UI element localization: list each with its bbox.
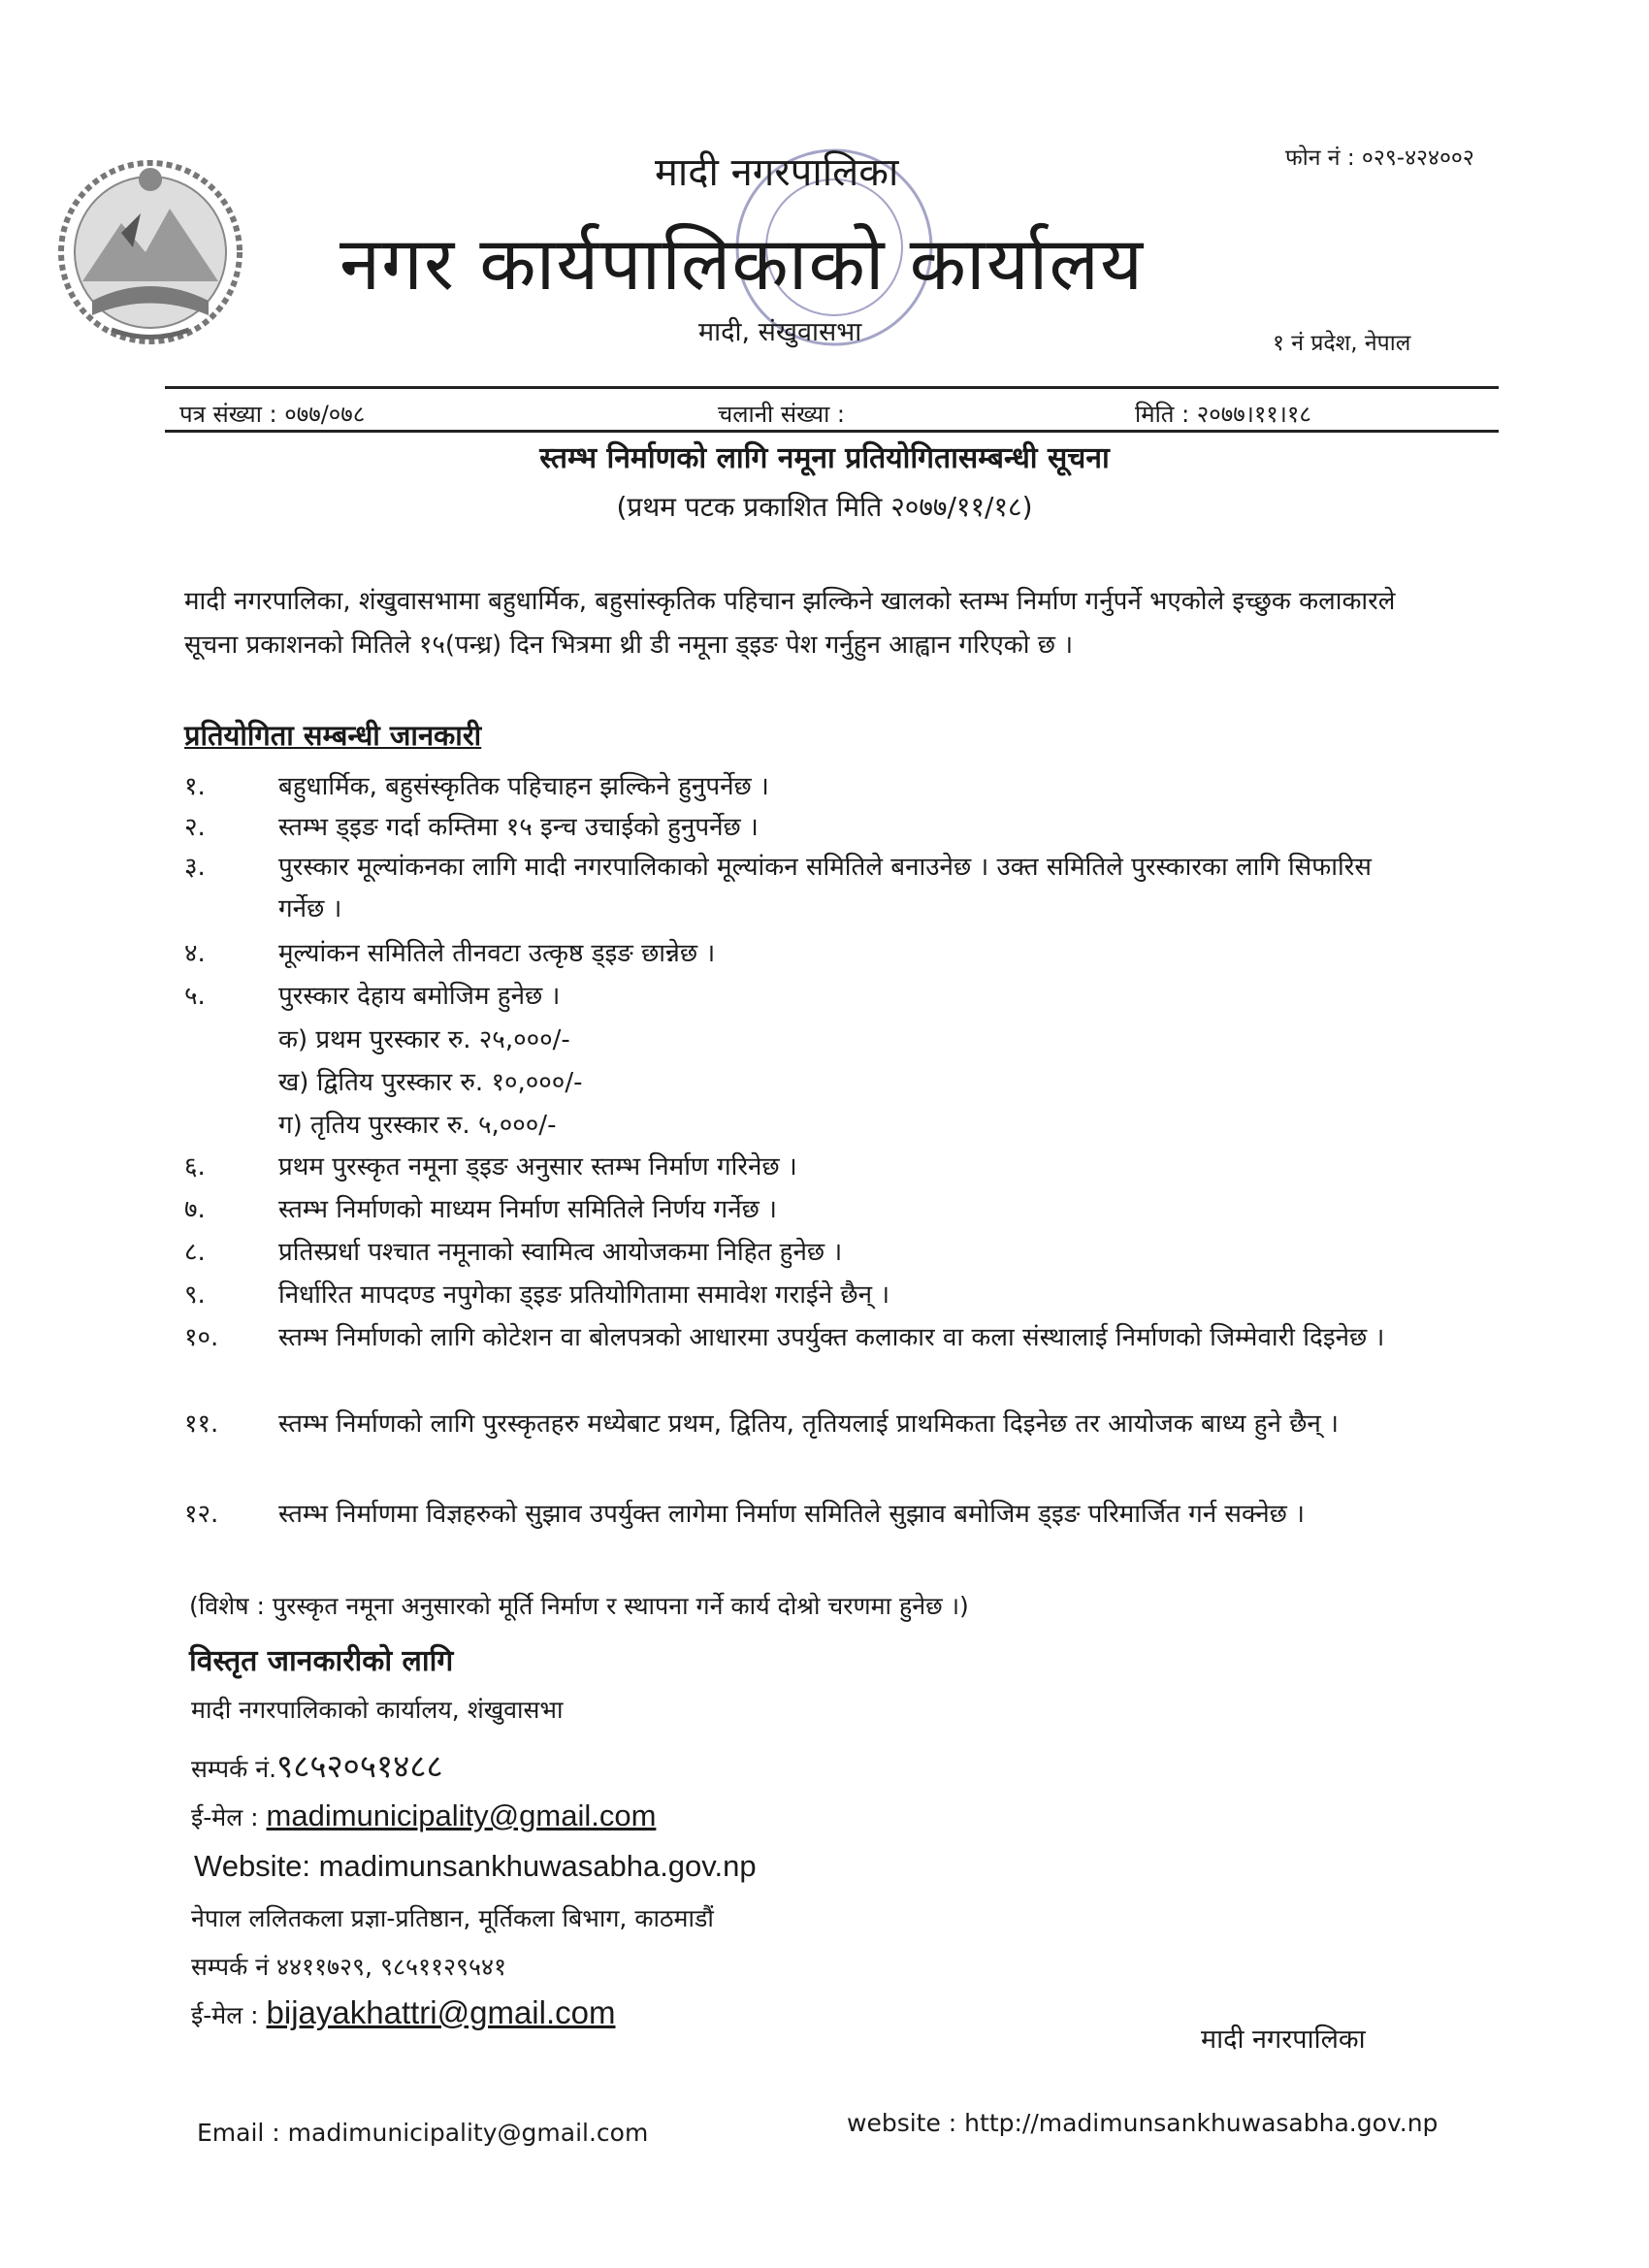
more-info-heading: विस्तृत जानकारीको लागि [189,1644,454,1678]
list-item: ९. निर्धारित मापदण्ड नपुगेका ड्इङ प्रतियोगितामा समावेश गराईने छैन् । [184,1280,890,1310]
letter-date: मिति : २०७७।११।१८ [1135,401,1311,428]
list-item: ८. प्रतिस्प्रर्धा पश्चात नमूनाको स्वामित्व आयोजकमा निहित हुनेछ । [184,1238,843,1267]
notice-subject: स्तम्भ निर्माणको लागि नमूना प्रतियोगितासम्बन्धी सूचना [539,441,1110,475]
contact-line: सम्पर्क नं.९८५२०५१४८८ [191,1750,443,1785]
list-item: १. बहुधार्मिक, बहुसंस्कृतिक पहिचाहन झल्किने हुनुपर्नेछ । [184,772,769,801]
special-note: (विशेष : पुरस्कृत नमूना अनुसारको मूर्ति निर्माण र स्थापना गर्ने कार्य दोश्रो चरणमा हुनेछ ।) [189,1592,969,1620]
list-item: ५. पुरस्कार देहाय बमोजिम हुनेछ । [184,982,561,1011]
list-item: ४. मूल्यांकन समितिले तीनवटा उत्कृष्ठ ड्इङ छान्नेछ । [184,939,716,968]
office-address: मादी, संखुवासभा [698,317,862,347]
list-item: ७. स्तम्भ निर्माणको माध्यम निर्माण समितिले निर्णय गर्नेछ । [184,1195,777,1224]
office-line: मादी नगरपालिकाको कार्यालय, शंखुवासभा [191,1696,564,1724]
list-item: ३. पुरस्कार मूल्यांकनका लागि मादी नगरपालिकाको मूल्यांकन समितिले बनाउनेछ । उक्त समितिले पुरस्कारका लागि सिफारिस गर्नेछ । [184,853,1372,923]
footer-email[interactable]: Email : madimunicipality@gmail.com [197,2119,649,2147]
province: १ नं प्रदेश, नेपाल [1273,331,1411,356]
office-phone: फोन नं : ०२९-४२४००२ [1285,146,1474,171]
footer-website[interactable]: website : http://madimunsankhuwasabha.gov.np [847,2109,1439,2137]
email-line: ई-मेल : madimunicipality@gmail.com [191,1798,657,1832]
contact-number: ९८५२०५१४८८ [276,1750,443,1785]
section-heading: प्रतियोगिता सम्बन्धी जानकारी [184,719,482,752]
academy-contact-line: सम्पर्क नं ४४११७२९, ९८५११२९५४१ [191,1953,506,1981]
letter-number: पत्र संख्या : ०७७/०७८ [179,401,366,428]
reference-row [165,398,1499,431]
notice-intro: मादी नगरपालिका, शंखुवासभामा बहुधार्मिक, बहुसांस्कृतिक पहिचान झल्किने खालको स्तम्भ निर्माण गर्नुपर्ने भएकोले इच्छुक कलाकारले सूचना प्रकाशनको मितिले १५(पन्ध्र) दिन भित्रमा थ्री डी नमूना ड्इङ पेश गर्नुहुन आह्वान गरिएको छ । [184,587,1396,660]
prize-second: ख) द्वितिय पुरस्कार रु. १०,०००/- [278,1068,583,1097]
signoff: मादी नगरपालिका [1201,2025,1366,2055]
email-link[interactable]: madimunicipality@gmail.com [266,1798,657,1832]
prize-first: क) प्रथम पुरस्कार रु. २५,०००/- [278,1025,570,1054]
academy-email-line: ई-मेल : bijayakhattri@gmail.com [191,1994,616,2030]
list-item: २. स्तम्भ ड्इङ गर्दा कम्तिमा १५ इन्च उचाईको हुनुपर्नेछ । [184,813,759,842]
dispatch-number: चलानी संख्या : [718,401,846,428]
website-link[interactable]: Website: madimunsankhuwasabha.gov.np [194,1849,757,1883]
academy-email-link[interactable]: bijayakhattri@gmail.com [266,1994,616,2030]
municipality-name: मादी नगरपालिका [655,150,899,195]
academy-line: नेपाल ललितकला प्रज्ञा-प्रतिष्ठान, मूर्तिकला बिभाग, काठमाडौं [191,1904,714,1932]
header-rule-bottom [165,430,1499,433]
list-item: ११. स्तम्भ निर्माणको लागि पुरस्कृतहरु मध्येबाट प्रथम, द्वितिय, तृतियलाई प्राथमिकता दिइनेछ तर आयोजक बाध्य हुने छैन् । [184,1409,1339,1439]
list-item: ६. प्रथम पुरस्कृत नमूना ड्इङ अनुसार स्तम्भ निर्माण गरिनेछ । [184,1152,797,1182]
notice-published-date: (प्रथम पटक प्रकाशित मिति २०७७/११/१८) [616,491,1033,523]
nepal-emblem-icon [53,155,247,349]
office-title: नगर कार्यपालिकाको कार्यालय [340,220,1145,307]
list-item: १२. स्तम्भ निर्माणमा विज्ञहरुको सुझाव उपर्युक्त लागेमा निर्माण समितिले सुझाव बमोजिम ड्इङ परिमार्जित गर्न सक्नेछ । [184,1500,1306,1529]
list-item: १०. स्तम्भ निर्माणको लागि कोटेशन वा बोलपत्रको आधारमा उपर्युक्त कलाकार वा कला संस्थालाई निर्माणको जिम्मेवारी दिइनेछ । [184,1323,1385,1352]
header-rule-top [165,386,1499,389]
website-line [194,1849,757,1884]
prize-third: ग) तृतिय पुरस्कार रु. ५,०००/- [278,1111,557,1140]
